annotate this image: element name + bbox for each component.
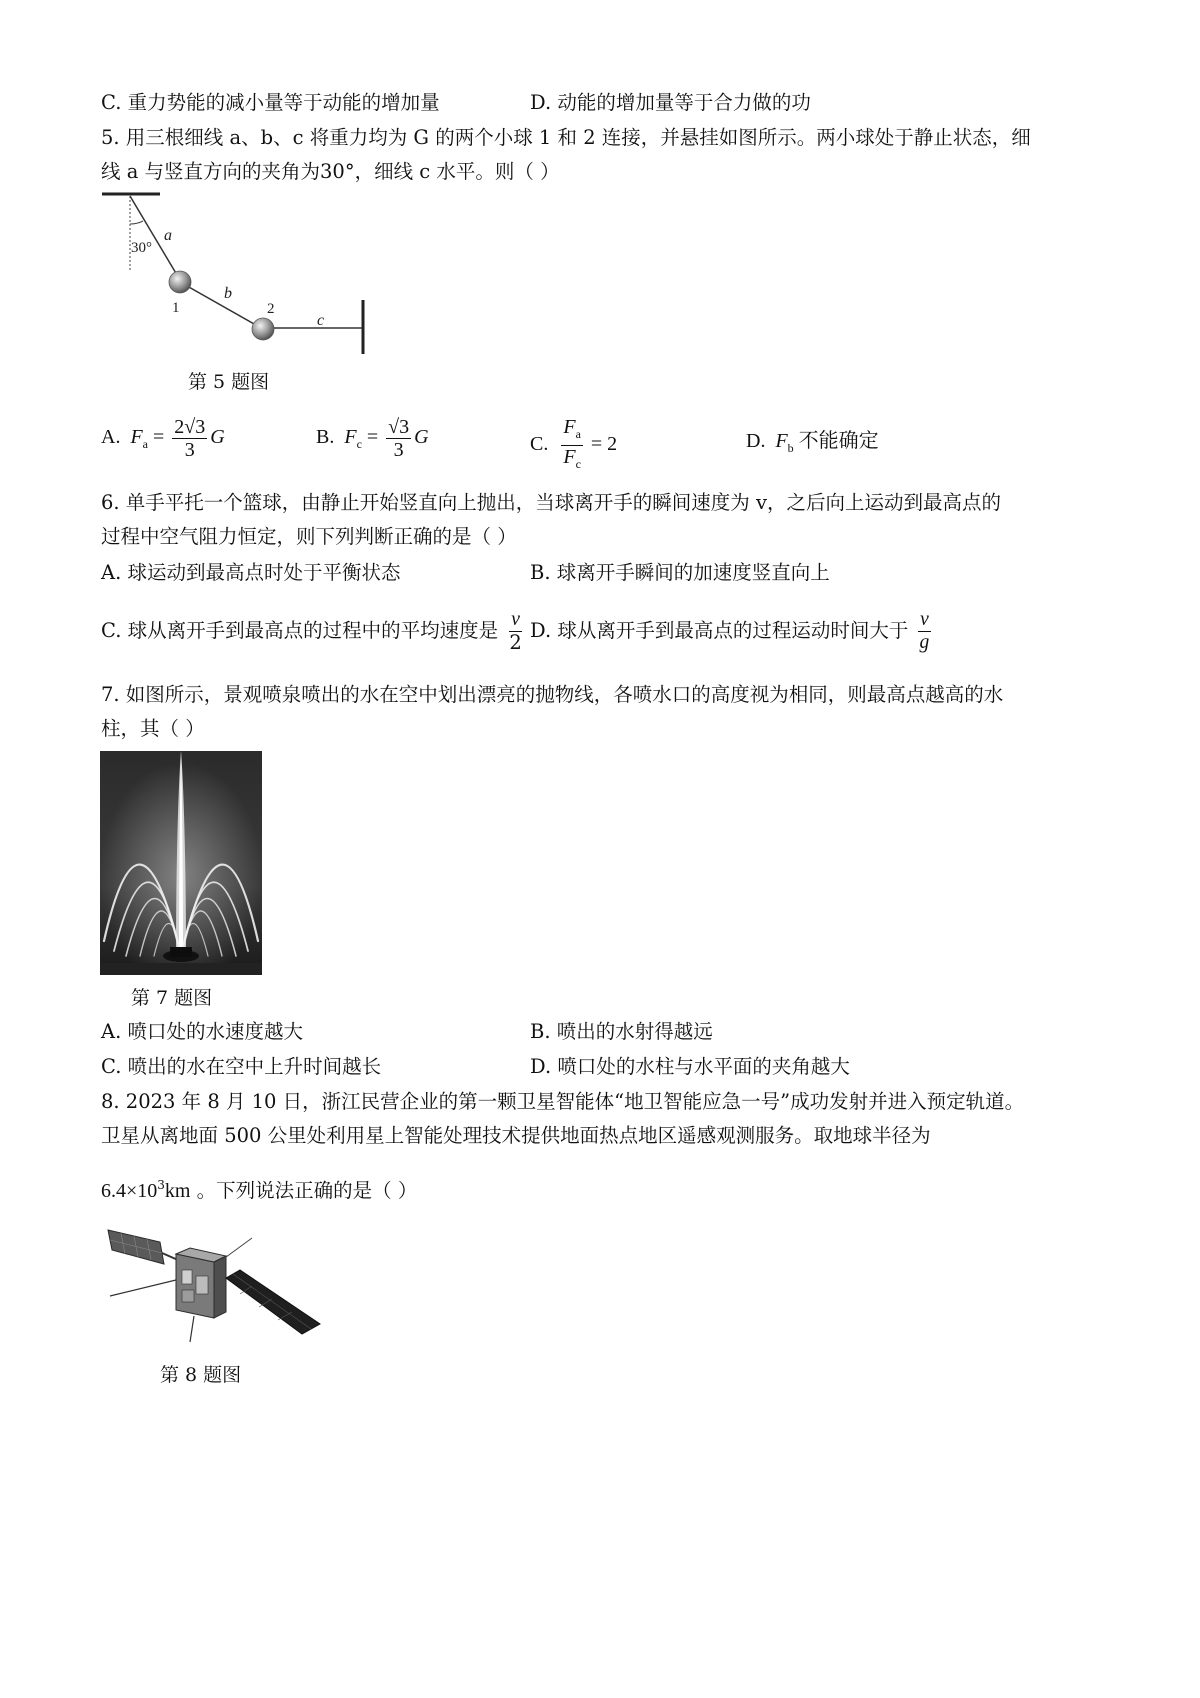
force-symbol: F xyxy=(344,426,357,449)
force-subscript: b xyxy=(787,441,794,455)
fraction xyxy=(918,609,932,654)
q8-figure-caption: 第 8 题图 xyxy=(160,1364,242,1386)
radius-unit: km xyxy=(164,1180,191,1202)
fraction-denominator: 2 xyxy=(509,631,522,654)
force-symbol: F xyxy=(130,426,143,449)
fraction-numerator: v xyxy=(920,609,929,630)
fraction-numerator xyxy=(561,416,583,446)
q8-stem-line2: 卫星从离地面 500 公里处利用星上智能处理技术提供地面热点地区遥感观测服务。取地球半径为 xyxy=(101,1124,931,1147)
force-subscript: c xyxy=(356,437,362,452)
q7-option-b: B. 喷出的水射得越远 xyxy=(530,1020,713,1043)
q7-stem-line1: 7. 如图所示，景观喷泉喷出的水在空中划出漂亮的抛物线，各喷水口的高度视为相同，则最高点越高的水 xyxy=(101,683,1004,706)
q8-stem-line1: 8. 2023 年 8 月 10 日，浙江民营企业的第一颗卫星智能体“地卫智能应急一号”成功发射并进入预定轨道。 xyxy=(101,1090,1025,1113)
fraction-numerator: v xyxy=(511,609,520,630)
q5-option-c xyxy=(530,416,617,475)
q7-option-d: D. 喷口处的水柱与水平面的夹角越大 xyxy=(530,1055,850,1078)
q5-option-a xyxy=(101,416,225,461)
fraction-numerator: 2√3 xyxy=(174,416,206,438)
label-ball-2: 2 xyxy=(267,301,275,317)
label-a: a xyxy=(164,227,172,244)
option-d-text: 不能确定 xyxy=(793,430,879,452)
force-subscript: a xyxy=(575,427,581,441)
q6-option-b: B. 球离开手瞬间的加速度竖直向上 xyxy=(530,561,830,584)
equals-sign: = xyxy=(366,426,379,449)
angle-label: 30° xyxy=(131,240,152,256)
fraction-denominator: 3 xyxy=(393,439,404,461)
fraction xyxy=(386,416,411,461)
label-c: c xyxy=(317,312,325,329)
q5-option-d xyxy=(746,428,879,461)
option-c-letter: C. xyxy=(530,433,549,456)
q5-stem-line1: 5. 用三根细线 a、b、c 将重力均为 G 的两个小球 1 和 2 连接，并悬挂如图所示。两小球处于静止状态，细 xyxy=(101,126,1031,149)
fraction-denominator: 3 xyxy=(184,439,195,461)
option-d-text: D. 球从离开手到最高点的过程运动时间大于 xyxy=(530,619,909,642)
fraction xyxy=(507,609,523,654)
q4-option-c: C. 重力势能的减小量等于动能的增加量 xyxy=(101,91,440,114)
radius-exponent: 3 xyxy=(157,1178,165,1192)
q7-figure-caption: 第 7 题图 xyxy=(131,987,213,1009)
fountain-photo xyxy=(100,751,262,975)
q6-option-a: A. 球运动到最高点时处于平衡状态 xyxy=(101,561,401,584)
q5-stem-line2: 线 a 与竖直方向的夹角为30°，细线 c 水平。则（ ） xyxy=(101,160,560,183)
option-a-letter: A. xyxy=(101,426,121,449)
q8-stem-tail: 。下列说法正确的是（ ） xyxy=(190,1179,418,1202)
gravity-symbol: G xyxy=(210,426,225,449)
q4-option-d: D. 动能的增加量等于合力做的功 xyxy=(530,91,811,114)
q7-stem-line2: 柱，其（ ） xyxy=(101,717,205,740)
q8-stem-line3 xyxy=(101,1172,417,1204)
label-ball-1: 1 xyxy=(172,300,180,316)
q5-figure-caption: 第 5 题图 xyxy=(188,371,270,393)
force-symbol: F xyxy=(775,430,788,452)
force-symbol: F xyxy=(563,446,576,468)
radius-mantissa: 6.4×10 xyxy=(101,1180,158,1202)
q6-stem-line2: 过程中空气阻力恒定，则下列判断正确的是（ ） xyxy=(101,525,517,548)
force-symbol: F xyxy=(563,416,576,438)
q5-figure xyxy=(100,188,380,368)
q7-option-a: A. 喷口处的水速度越大 xyxy=(101,1020,303,1043)
fraction xyxy=(561,416,583,475)
q6-stem-line1: 6. 单手平托一个篮球，由静止开始竖直向上抛出，当球离开手的瞬间速度为 v，之后向上运动到最高点的 xyxy=(101,491,1002,514)
q6-option-d xyxy=(530,609,934,654)
option-d-letter: D. xyxy=(746,430,766,452)
fraction xyxy=(172,416,207,461)
force-subscript: c xyxy=(575,457,581,471)
fraction-denominator xyxy=(561,446,583,475)
force-subscript: a xyxy=(142,437,148,452)
label-b: b xyxy=(224,285,232,302)
fraction-numerator: √3 xyxy=(388,416,410,438)
option-b-letter: B. xyxy=(316,426,335,449)
ball-2 xyxy=(252,318,274,340)
gravity-symbol: G xyxy=(414,426,429,449)
q5-option-b xyxy=(316,416,429,461)
fraction-denominator: g xyxy=(919,632,930,653)
q6-option-c xyxy=(101,609,527,654)
ball-1 xyxy=(169,271,191,293)
option-c-text: C. 球从离开手到最高点的过程中的平均速度是 xyxy=(101,619,499,642)
satellite-photo xyxy=(102,1220,324,1348)
equals-sign: = xyxy=(153,426,165,449)
q7-option-c: C. 喷出的水在空中上升时间越长 xyxy=(101,1055,382,1078)
ratio-value: = 2 xyxy=(590,433,618,456)
